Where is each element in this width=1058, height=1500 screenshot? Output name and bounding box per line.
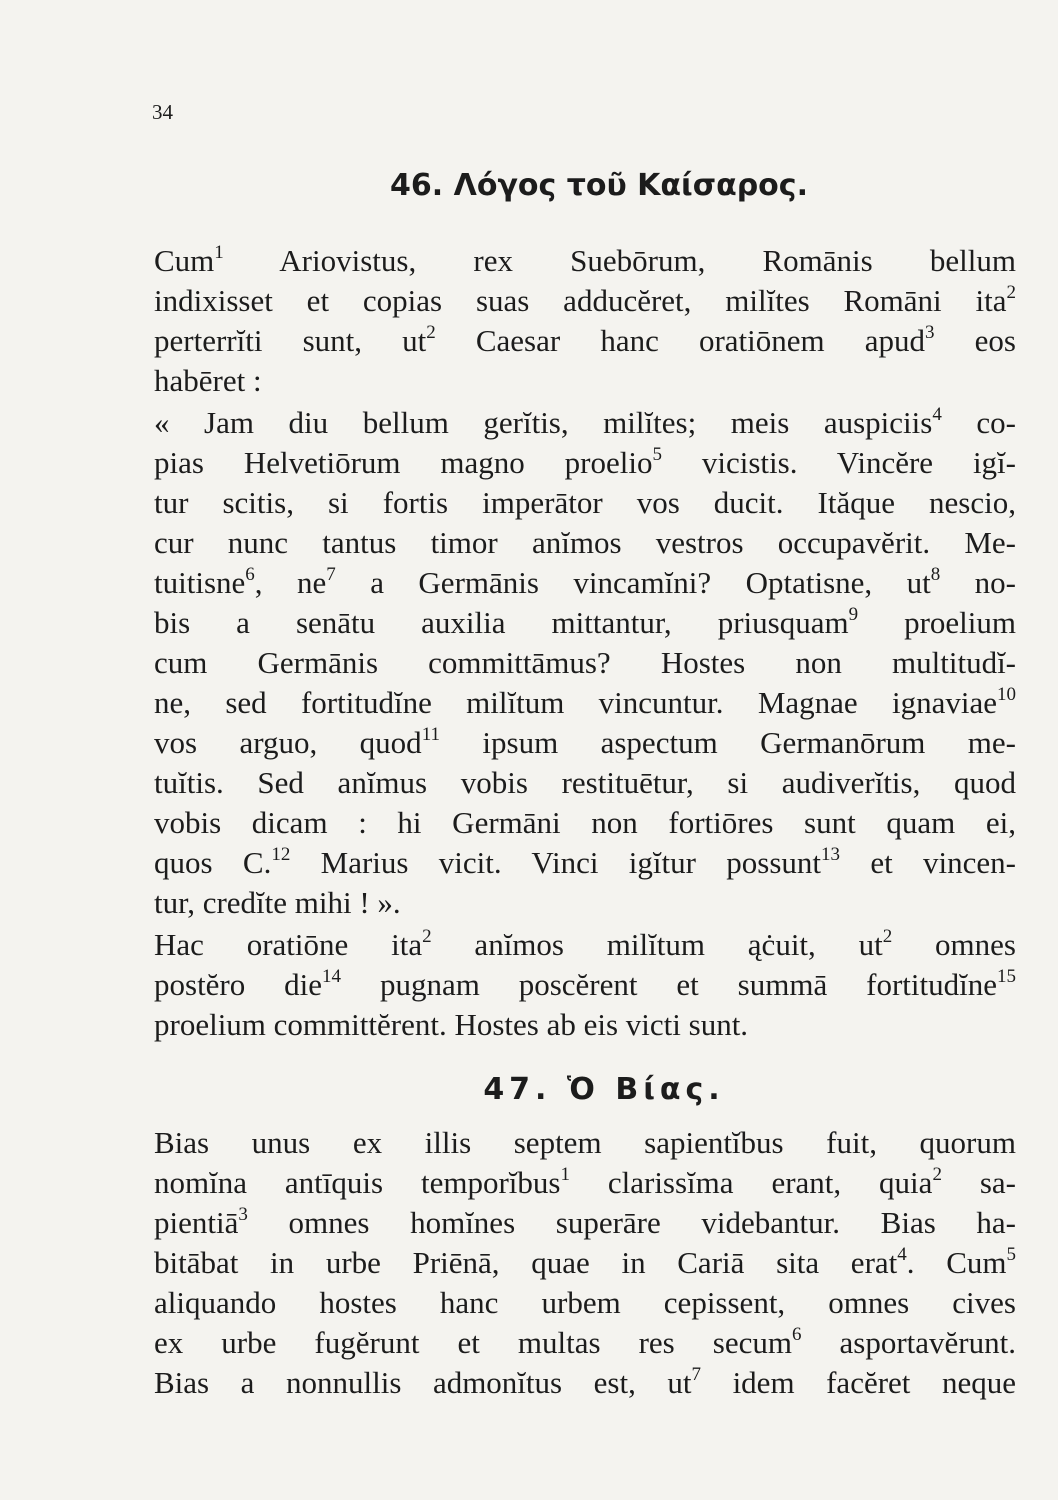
text-line: cum Germānis committāmus? Hostes non multitudĭ- xyxy=(154,645,1016,680)
text-line: bitābat in urbe Priēnā, quae in Cariā sita erat$^4$. Cum$^5$ xyxy=(154,1244,1016,1280)
page-number: 34 xyxy=(152,100,173,124)
text-line: quos C.$^{12}$ Marius vicit. Vinci igĭtur possunt$^{13}$ et vincen- xyxy=(154,844,1017,880)
text-line: bis a senātu auxilia mittantur, priusquam$^9$ proelium xyxy=(154,604,1017,640)
text-line: habēret : xyxy=(154,363,262,398)
text-line: vos arguo, quod$^{11}$ ipsum aspectum Germanōrum me- xyxy=(154,724,1016,760)
text-line: tur scitis, si fortis imperātor vos ducit. Ităque nescio, xyxy=(154,485,1016,520)
text-line: pias Helvetiōrum magno proelio$^5$ vicistis. Vincĕre igĭ- xyxy=(154,444,1016,480)
section-46-title: 46. Λόγος τοῦ Καίσαρος. xyxy=(390,168,808,203)
text-line: cur nunc tantus timor anĭmos vestros occupavĕrit. Me- xyxy=(154,525,1016,560)
text-line: Hac oratiōne ita$^2$ anĭmos milĭtum ąċuit, $ut^2$ omnes xyxy=(154,926,1016,962)
section-47-title: 47. Ὁ Βίας. xyxy=(483,1072,725,1107)
text-line: Cum$^1$ Ariovistus, rex Suebōrum, Romānis bellum xyxy=(154,242,1016,278)
text-line: postĕro die$^{14}$ pugnam poscĕrent et summā fortitudĭne$^{15}$ xyxy=(154,966,1016,1002)
text-line: tur, credĭte mihi ! ». xyxy=(154,885,401,920)
text-line: pientiā$^3$ omnes homĭnes superāre videbantur. Bias ha- xyxy=(154,1204,1016,1240)
text-line: proelium committĕrent. Hostes ab eis victi sunt. xyxy=(154,1007,749,1042)
text-line: perterrĭti sunt, $ut^2$ Caesar hanc oratiōnem apud$^3$ eos xyxy=(154,322,1016,358)
text-line: ex urbe fugĕrunt et multas res secum$^6$ asportavĕrunt. xyxy=(154,1324,1016,1360)
text-line: nomĭna antīquis temporĭbus$^1$ clarissĭma erant, quia$^2$ sa- xyxy=(154,1164,1016,1200)
text-line: tuĭtis. Sed anĭmus vobis restituētur, si audiverĭtis, quod xyxy=(154,765,1016,800)
text-line: Bias unus ex illis septem sapientĭbus fuit, quorum xyxy=(154,1125,1016,1160)
text-line: vobis dicam : hi Germāni non fortiōres sunt quam ei, xyxy=(154,805,1016,840)
text-line: tuitisne$^6$, $ne^7$ a Germānis vincamĭni? Optatisne, $ut^8$ no- xyxy=(154,564,1016,600)
text-line: Bias a nonnullis admonĭtus est, $ut^7$ idem facĕret neque xyxy=(154,1364,1016,1400)
text-line: ne, sed fortitudĭne milĭtum vincuntur. Magnae ignaviae$^{10}$ xyxy=(154,684,1016,720)
text-line: indixisset et copias suas adducĕret, milĭtes Romāni ita$^2$ xyxy=(154,282,1016,318)
text-line: aliquando hostes hanc urbem cepissent, omnes cives xyxy=(154,1285,1016,1320)
text-line: « Jam diu bellum gerĭtis, milĭtes; meis auspiciis$^4$ co- xyxy=(154,404,1016,440)
